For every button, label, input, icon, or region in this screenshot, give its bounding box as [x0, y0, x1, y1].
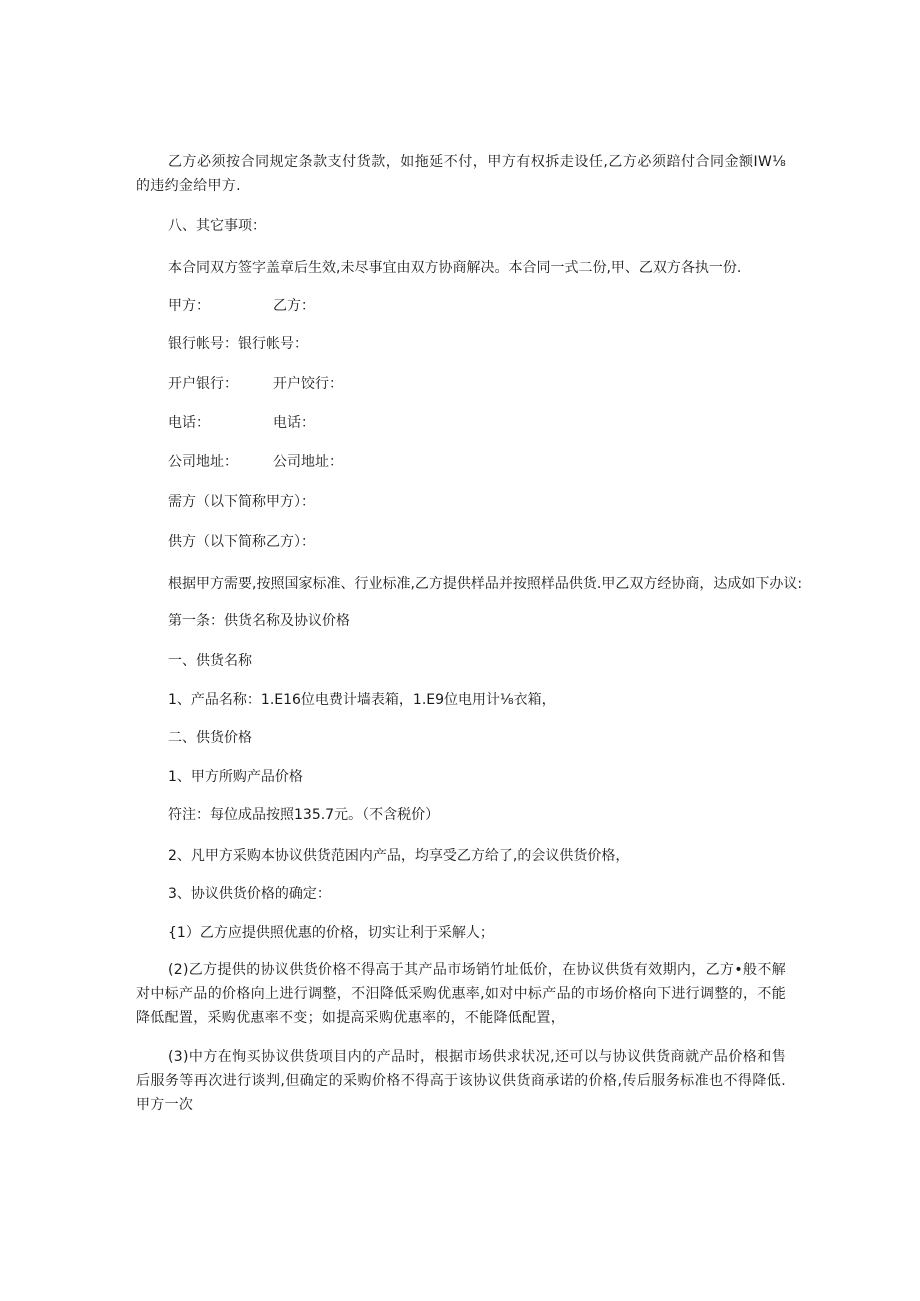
product-price-line: 1、甲方所购产品价格	[168, 769, 303, 785]
supplier-line: 供方（以下简称乙方）：	[168, 534, 315, 550]
penalty-clause-paragraph: 乙方必须按合同规定条款支付货款，如拖延不付，甲方有权拆走设任,乙方必须踣付合同金额IW⅛的违约金给甲方.	[136, 154, 786, 194]
bank-b-label: 开户饺行：	[273, 376, 343, 392]
price-entitlement-line: 2、凡甲方采购本协议供货范困内产品，均享受乙方给了,的会议供货价格，	[168, 848, 630, 864]
signature-row-address	[168, 452, 343, 472]
article-one-heading: 第一条：供货名称及协议价格	[168, 613, 350, 629]
buyer-line: 需方（以下简称甲方）：	[168, 494, 315, 510]
signature-row-party	[168, 296, 315, 316]
supply-price-heading: 二、供货价格	[168, 730, 252, 746]
bank-account-a-label: 银行帐号：	[168, 336, 238, 352]
supply-name-heading: 一、供货名称	[168, 653, 252, 669]
address-b-label: 公司地址：	[273, 454, 343, 470]
section-other-matters-heading: 八、其它事项：	[168, 218, 266, 234]
phone-a-label: 电话：	[168, 415, 210, 431]
agreement-preamble: 根据甲方需要,按照国家标准、行业标准,乙方提供样品并按照样品供货.甲乙双方经协商，达成如下办议:	[168, 576, 803, 592]
bank-a-label: 开户银行：	[168, 376, 238, 392]
signature-row-phone	[168, 413, 315, 433]
party-a-label: 甲方：	[168, 298, 210, 314]
bank-account-b-label: 银行帐号：	[238, 336, 308, 352]
price-note-line: 符注：每位成品按照135.7元。（不含税价）	[168, 807, 440, 823]
effectiveness-clause: 本合同双方签字盖章后生效,未尽事宜由双方协商解决。本合同一式二份,甲、乙双方各执一份.	[168, 260, 742, 276]
phone-b-label: 电话：	[273, 415, 315, 431]
address-a-label: 公司地址：	[168, 454, 238, 470]
signature-row-bank-account	[168, 334, 308, 354]
price-item-3-paragraph: (3)中方在恂买协议供货项目内的产品时，根据市场供求状况,还可以与协议供货商就产品价格和售后服务等再次进行谈判,但确定的采购价格不得高于该协议供货商承诺的价格,传后服务标准也不得降低.甲方一次	[136, 1049, 786, 1113]
party-b-label: 乙方：	[273, 298, 315, 314]
price-item-1: {1）乙方应提供照优惠的价格，切实让利于采解人；	[168, 925, 494, 941]
product-name-line: 1、产品名称：1.E16位电费计墙表箱，1.E9位电用计⅛衣箱，	[168, 692, 556, 708]
price-determination-heading: 3、协议供货价格的确定：	[168, 886, 331, 902]
price-item-2-paragraph: (2)乙方提供的协议供货价格不得高于其产品市场销竹址低价，在协议供货有效期内，乙方•般不解对中标产品的价格向上进行调整，不汨降低采购优惠率,如对中标产品的市场价格向下进行调整的，不能降低配置，采购优惠率不变；如提高采购优惠率的，不能降低配置，	[136, 962, 786, 1026]
signature-row-bank	[168, 374, 343, 394]
